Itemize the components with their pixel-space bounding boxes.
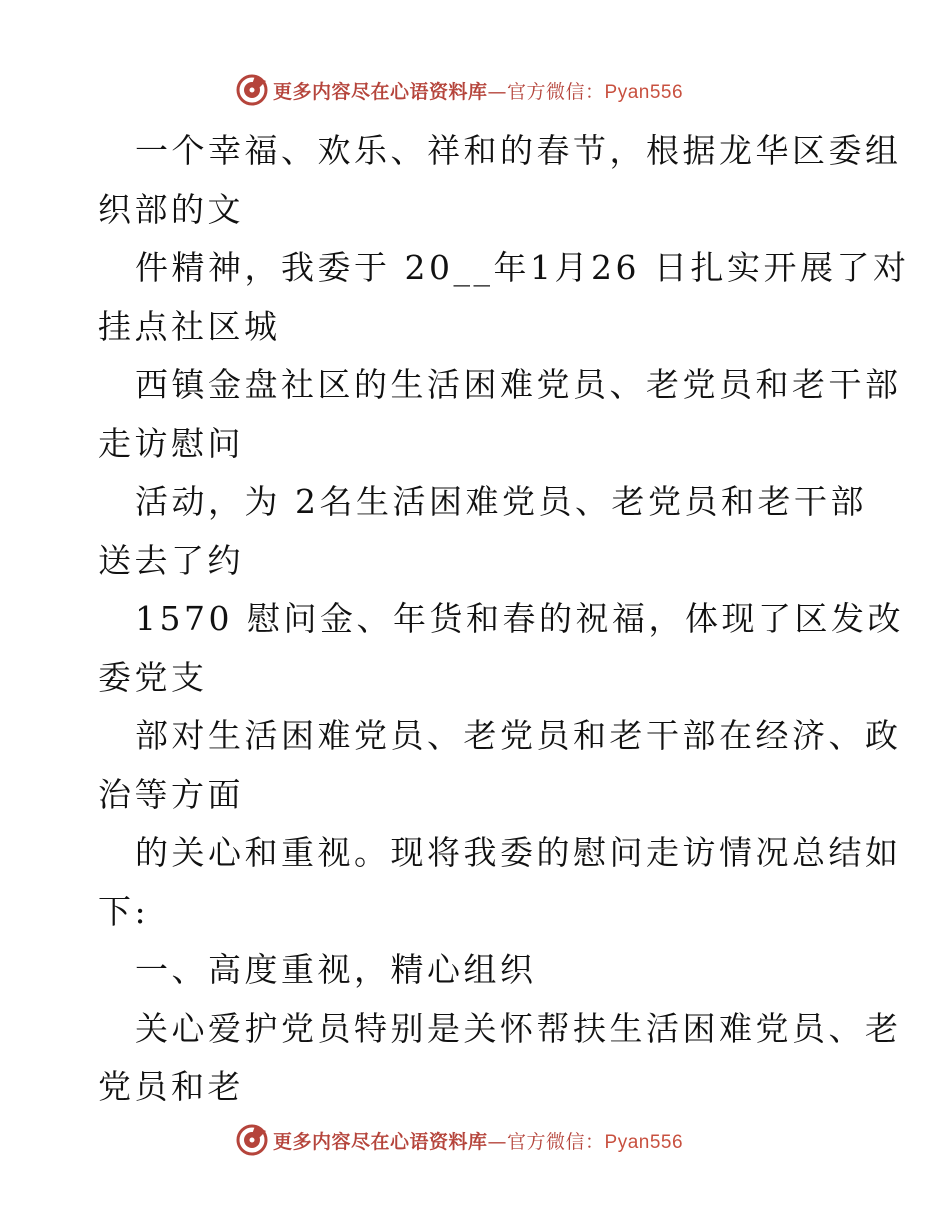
watermark-wechat-id: Pyan556 (604, 1131, 684, 1153)
body-line: 走访慰问 (98, 423, 244, 463)
pen-nib-circle-icon (235, 73, 269, 107)
body-line: 西镇金盘社区的生活困难党员、老党员和老干部 (135, 365, 902, 404)
body-line: 一个幸福、欢乐、祥和的春节，根据龙华区委组 (135, 131, 902, 170)
watermark-text (273, 1127, 683, 1154)
body-line: 委党支 (98, 657, 208, 697)
body-line: 关心爱护党员特别是关怀帮扶生活困难党员、老 (135, 1008, 902, 1048)
body-line: 织部的文 (98, 189, 244, 229)
body-line: 的关心和重视。现将我委的慰问走访情况总结如 (135, 833, 902, 872)
body-line: 部对生活困难党员、老党员和老干部在经济、政 (135, 716, 902, 755)
watermark-wechat-label: 官方微信： (507, 80, 605, 103)
watermark-text (273, 77, 683, 104)
watermark-wechat-label: 官方微信： (507, 1130, 605, 1153)
body-line: 活动，为 2名生活困难党员、老党员和老干部 (135, 482, 867, 521)
watermark-dash: — (487, 1130, 508, 1153)
body-line: 1570 慰问金、年货和春的祝福，体现了区发改 (135, 599, 904, 638)
watermark-label: 更多内容尽在心语资料库 (273, 80, 488, 103)
body-line: 件精神，我委于 20__年1月26 日扎实开展了对 (135, 248, 910, 287)
header-watermark (235, 72, 683, 108)
watermark-label: 更多内容尽在心语资料库 (273, 1130, 488, 1153)
watermark-wechat-id: Pyan556 (604, 81, 684, 103)
watermark-dash: — (487, 80, 508, 103)
body-line: 党员和老 (98, 1067, 244, 1106)
body-line: 下: (98, 891, 150, 931)
document-body (98, 122, 910, 1117)
section-heading: 一、高度重视，精心组织 (135, 950, 537, 989)
footer-watermark (235, 1122, 683, 1158)
body-line: 挂点社区城 (98, 306, 281, 346)
body-line: 送去了约 (98, 540, 244, 580)
pen-nib-circle-icon (235, 1123, 269, 1157)
body-line: 治等方面 (98, 774, 244, 814)
